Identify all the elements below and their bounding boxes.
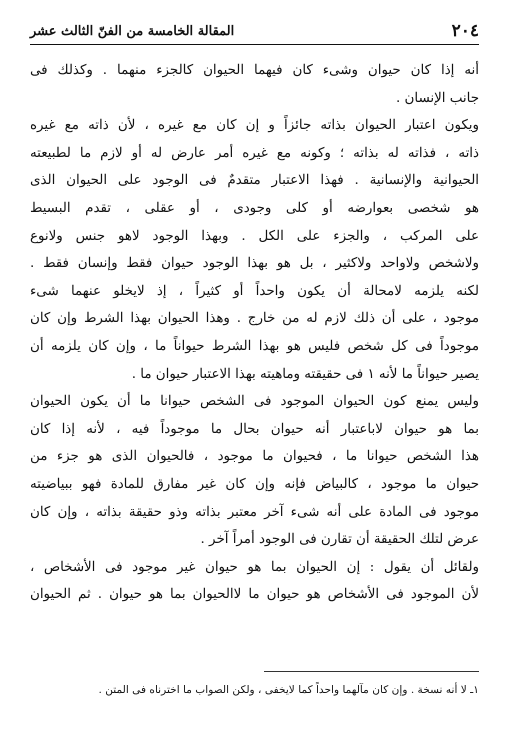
text-line: عرض لتلك الحقيقة أن تقارن فى الوجود أمراً آخر . [200, 532, 479, 548]
text-line: حيوان ما موجود ، كالبياض فإنه وإن كان غير مفارق للمادة فهو ببياضيته [30, 476, 479, 492]
text-line: يصير حيواناً ما لأنه ١ فى حقيقته وماهيته بهذا الاعتبار حيوان ما . [131, 366, 479, 382]
page-number: ٢٠٤ [451, 21, 479, 41]
text-line: هذا الشخص حيوانا ما ، فحيوان ما موجود ، فالحيوان الذى هو جزء من [30, 449, 479, 465]
text-line: وليس يمنع كون الحيوان الموجود فى الشخص حيوانا ما أن يكون الحيوان [30, 394, 479, 410]
text-line: الحيوانية والإنسانية . فهذا الاعتبار متقدمٌ فى الوجود على الحيوان الذى [30, 173, 479, 189]
text-line: هو شخصى بعوارضه أو كلى وجودى ، أو عقلى ، تقدم البسيط [30, 200, 479, 216]
text-line: على المركب ، والجزء على الكل . وبهذا الوجود لاهو جنس ولانوع [30, 228, 479, 244]
text-line: جانب الإنسان . [396, 90, 479, 106]
running-title: المقالة الخامسة من الفنّ الثالث عشر [30, 23, 235, 39]
footnote-divider [264, 671, 479, 672]
text-line: أنه إذا كان حيوان وشىء كان فيهما الحيوان كالجزء منهما . وكذلك فى [30, 63, 479, 78]
text-line: موجود ، على أن ذلك لازم له من خارج . وهذا الحيوان بهذا الشرط وإن كان [30, 311, 479, 327]
text-line: لأن الموجود فى الأشخاص هو حيوان ما لاالحيوان بما هو حيوان . ثم الحيوان [30, 587, 479, 603]
text-line: بما هو حيوان لاباعتبار أنه حيوان بحال ما موجوداً فيه ، لأنه إذا كان [30, 421, 479, 437]
text-line: ولاشخص ولاواحد ولاكثير ، بل هو بهذا الوجود حيوان فقط وإنسان فقط . [30, 256, 479, 272]
text-line: موجوداً فى كل شخص فليس هو بهذا الشرط حيواناً ما ، وإن كان يلزمه أن [30, 338, 479, 354]
text-line: ذاته ، فذاته له بذاته ؛ وكونه مع غيره أمر عارض له أو لازم ما لطبيعته [30, 145, 479, 161]
footnote: ١ـ لا أنه نسخة . وإن كان مآلهما واحداً كما لايخفى ، ولكن الصواب ما اخترناه فى المتن . [98, 684, 479, 696]
text-line: لكنه يلزمه لامحالة أن يكون واحداً أو كثيراً ، إذ لايخلو عنهما شىء [30, 283, 479, 299]
text-line: ويكون اعتبار الحيوان بذاته جائزاً و إن كان مع غيره ، لأن ذاته مع غيره [30, 118, 479, 134]
main-text [30, 57, 479, 609]
text-line: ولقائل أن يقول : إن الحيوان بما هو حيوان غير موجود فى الأشخاص ، [30, 559, 479, 575]
page-header [30, 18, 479, 45]
text-line: موجود فى المادة على أنه شىء آخر معتبر بذاته وذو حقيقة بذاته ، وإن كان [30, 504, 479, 520]
